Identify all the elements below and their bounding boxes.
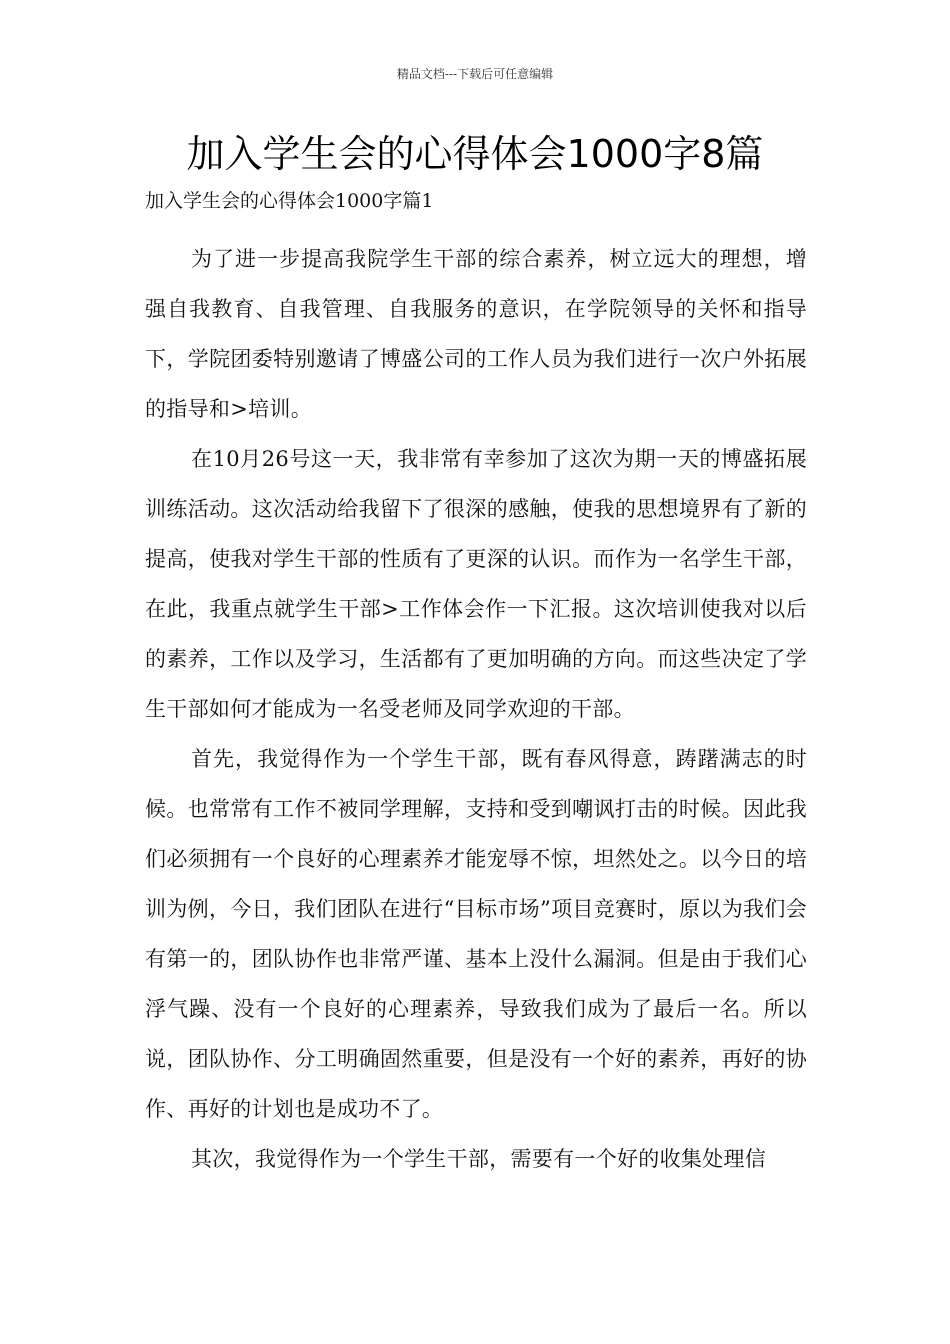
document-title: 加入学生会的心得体会1000字8篇 bbox=[186, 132, 764, 176]
paragraph: 为了进一步提高我院学生干部的综合素养，树立远大的理想，增强自我教育、自我管理、自我服务的意识，在学院领导的关怀和指导下，学院团委特别邀请了博盛公司的工作人员为我们进行一次户外拓展的指导和>培训。 bbox=[145, 247, 807, 421]
header-note: 精品文档---下载后可任意编辑 bbox=[396, 67, 554, 81]
paragraph: 首先，我觉得作为一个学生干部，既有春风得意，踌躇满志的时候。也常常有工作不被同学理解，支持和受到嘲讽打击的时候。因此我们必须拥有一个良好的心理素养才能宠辱不惊，坦然处之。以今日的培训为例，今日，我们团队在进行“目标市场”项目竞赛时，原以为我们会有第一的，团队协作也非常严谨、基本上没什么漏洞。但是由于我们心浮气躁、没有一个良好的心理素养，导致我们成为了最后一名。所以说，团队协作、分工明确固然重要，但是没有一个好的素养，再好的协作、再好的计划也是成功不了。 bbox=[145, 747, 807, 1121]
body-text bbox=[145, 234, 807, 1184]
section-heading: 加入学生会的心得体会1000字篇1 bbox=[145, 190, 434, 212]
paragraph: 其次，我觉得作为一个学生干部，需要有一个好的收集处理信 bbox=[191, 1147, 767, 1171]
paragraph: 在10月26号这一天，我非常有幸参加了这次为期一天的博盛拓展训练活动。这次活动给我留下了很深的感触，使我的思想境界有了新的提高，使我对学生干部的性质有了更深的认识。而作为一名学生干部，在此，我重点就学生干部>工作体会作一下汇报。这次培训使我对以后的素养，工作以及学习，生活都有了更加明确的方向。而这些决定了学生干部如何才能成为一名受老师及同学欢迎的干部。 bbox=[145, 447, 807, 721]
